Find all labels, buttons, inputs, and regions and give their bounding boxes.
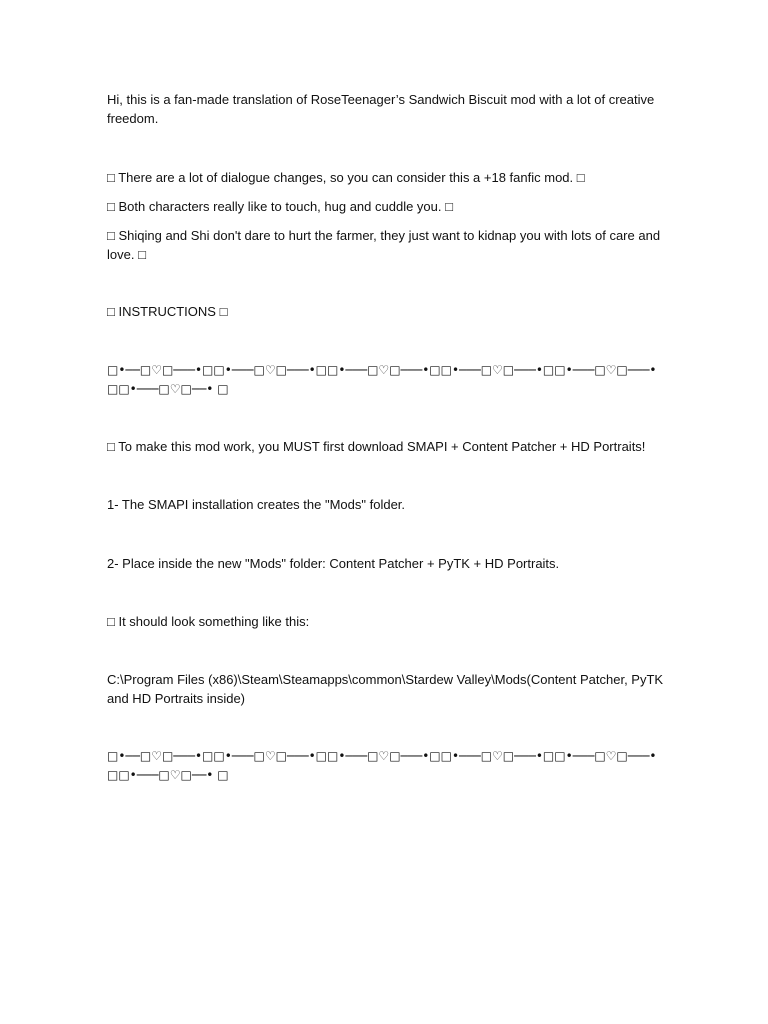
decorative-divider-bottom: □•──□♡□───•□□•───□♡□───•□□•───□♡□───•□□•───□♡□───•□□•───□♡□───•□□•───□♡□──• □ [107,749,657,782]
kidnap-note: □ Shiqing and Shi don't dare to hurt the farmer, they just want to kidnap you with lots of care and love. □ [107,228,664,262]
touch-note: □ Both characters really like to touch, hug and cuddle you. □ [107,199,453,214]
decorative-divider: □•──□♡□───•□□•───□♡□───•□□•───□♡□───•□□•───□♡□───•□□•───□♡□───•□□•───□♡□──• □ [107,363,657,396]
dialogue-note: □ There are a lot of dialogue changes, so you can consider this a +18 fanfic mod. □ [107,170,585,185]
path-example: C:\Program Files (x86)\Steam\Steamapps\common\Stardew Valley\Mods(Content Patcher, PyTK and HD Portraits inside) [107,672,667,706]
step-1: 1- The SMAPI installation creates the "Mods" folder. [107,497,406,512]
instructions-heading: □ INSTRUCTIONS □ [107,304,228,319]
step-2: 2- Place inside the new "Mods" folder: Content Patcher + PyTK + HD Portraits. [107,556,560,571]
look-like-note: □ It should look something like this: [107,614,310,629]
requirement-note: □ To make this mod work, you MUST first download SMAPI + Content Patcher + HD Portraits! [107,439,646,454]
intro-paragraph: Hi, this is a fan-made translation of RoseTeenager’s Sandwich Biscuit mod with a lot of creative freedom. [107,92,658,126]
